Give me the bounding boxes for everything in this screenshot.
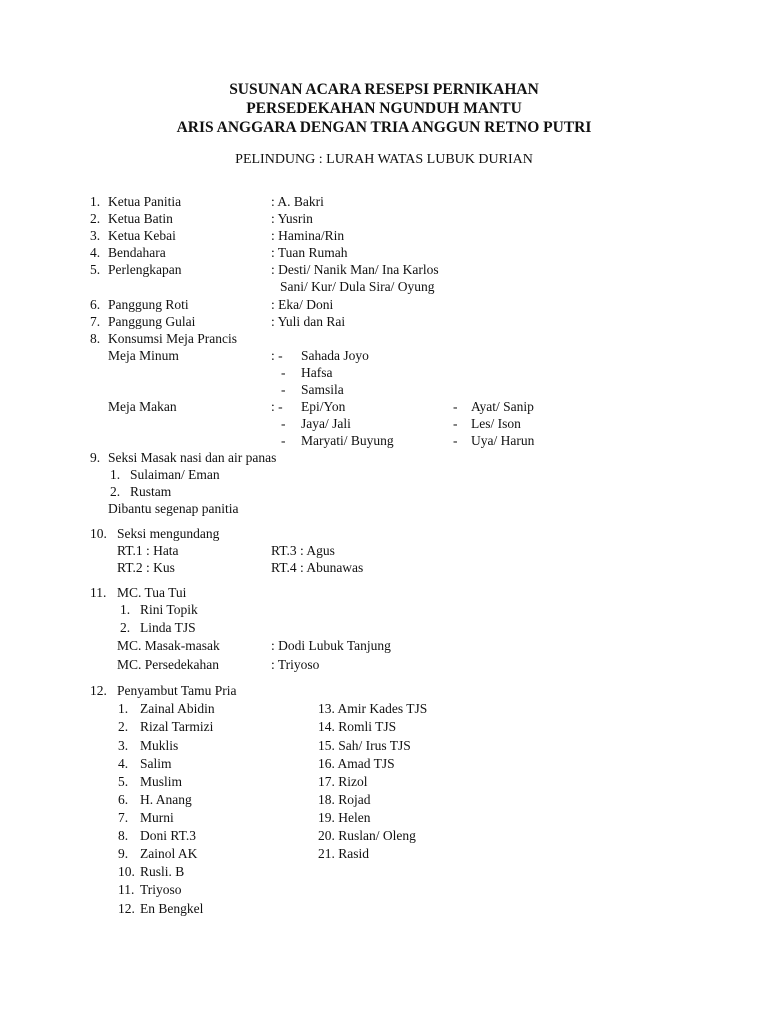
mc-masak-label: MC. Masak-masak	[117, 638, 220, 653]
list-name: Linda TJS	[140, 620, 196, 635]
rt-entry: RT.1 : Hata	[117, 543, 179, 558]
list-name: Zainol AK	[140, 846, 198, 861]
role-value: : A. Bakri	[271, 194, 324, 209]
list-name: Rustam	[130, 484, 172, 499]
role-num: 8.	[90, 331, 101, 346]
list-name: Salim	[140, 756, 172, 771]
list-item-right: 20. Ruslan/ Oleng	[318, 828, 416, 843]
section-label: Penyambut Tamu Pria	[117, 683, 237, 698]
role-label: Perlengkapan	[108, 262, 182, 277]
section-label: Seksi Masak nasi dan air panas	[108, 450, 277, 465]
list-num: 1.	[118, 701, 129, 716]
role-value: : Yuli dan Rai	[271, 314, 346, 329]
meja-minum-name: Samsila	[301, 382, 344, 397]
rt-entry: RT.2 : Kus	[117, 560, 175, 575]
list-name: Muklis	[140, 738, 179, 753]
dash: -	[453, 416, 458, 431]
meja-minum-colon: : -	[271, 348, 283, 363]
role-label: Bendahara	[108, 245, 166, 260]
role-value: : Desti/ Nanik Man/ Ina Karlos	[271, 262, 439, 277]
role-num: 7.	[90, 314, 101, 329]
meja-minum-name: Sahada Joyo	[301, 348, 369, 363]
list-num: 7.	[118, 810, 129, 825]
doc-title-line-2: PERSEDEKAHAN NGUNDUH MANTU	[246, 100, 522, 117]
list-name: Muslim	[140, 774, 183, 789]
doc-title-line-3: ARIS ANGGARA DENGAN TRIA ANGGUN RETNO PUTRI	[176, 119, 592, 136]
list-item-right: 13. Amir Kades TJS	[318, 701, 428, 716]
role-value: : Tuan Rumah	[271, 245, 348, 260]
list-name: En Bengkel	[140, 901, 204, 916]
role-num: 6.	[90, 297, 101, 312]
dash: -	[453, 399, 458, 414]
role-value: : Yusrin	[271, 211, 313, 226]
meja-makan-colon: : -	[271, 399, 283, 414]
list-num: 1.	[110, 467, 121, 482]
list-name: Rini Topik	[140, 602, 198, 617]
meja-makan-name: Jaya/ Jali	[301, 416, 351, 431]
list-num: 2.	[120, 620, 131, 635]
list-item-right: 18. Rojad	[318, 792, 371, 807]
list-num: 6.	[118, 792, 129, 807]
list-name: Sulaiman/ Eman	[130, 467, 220, 482]
list-name: Murni	[140, 810, 174, 825]
role-label: Panggung Gulai	[108, 314, 196, 329]
section-num: 11.	[90, 585, 107, 600]
list-name: Rusli. B	[140, 864, 185, 879]
dash: -	[281, 382, 286, 397]
rt-entry: RT.3 : Agus	[271, 543, 335, 558]
section-num: 9.	[90, 450, 101, 465]
meja-makan-name: Uya/ Harun	[471, 433, 535, 448]
section-label: MC. Tua Tui	[117, 585, 187, 600]
mc-masak-value: : Dodi Lubuk Tanjung	[271, 638, 391, 653]
list-num: 2.	[110, 484, 121, 499]
role-label: Ketua Panitia	[108, 194, 182, 209]
role-num: 4.	[90, 245, 101, 260]
list-num: 8.	[118, 828, 129, 843]
role-label: Konsumsi Meja Prancis	[108, 331, 237, 346]
list-num: 2.	[118, 719, 129, 734]
meja-minum-name: Hafsa	[301, 365, 333, 380]
role-label: Ketua Batin	[108, 211, 173, 226]
section-num: 12.	[90, 683, 107, 698]
list-num: 11.	[118, 882, 135, 897]
role-num: 2.	[90, 211, 101, 226]
list-num: 10.	[118, 864, 135, 879]
dash: -	[281, 365, 286, 380]
doc-title-line-1: SUSUNAN ACARA RESEPSI PERNIKAHAN	[229, 81, 539, 98]
role-num: 1.	[90, 194, 101, 209]
list-num: 4.	[118, 756, 129, 771]
role-label: Panggung Roti	[108, 297, 189, 312]
role-num: 3.	[90, 228, 101, 243]
dash: -	[453, 433, 458, 448]
meja-makan-label: Meja Makan	[108, 399, 177, 414]
list-item-right: 15. Sah/ Irus TJS	[318, 738, 411, 753]
mc-persedekahan-label: MC. Persedekahan	[117, 657, 219, 672]
list-item-right: 17. Rizol	[318, 774, 368, 789]
meja-makan-name: Maryati/ Buyung	[301, 433, 394, 448]
list-num: 12.	[118, 901, 135, 916]
list-item-right: 21. Rasid	[318, 846, 370, 861]
list-num: 9.	[118, 846, 129, 861]
role-value: : Hamina/Rin	[271, 228, 345, 243]
mc-persedekahan-value: : Triyoso	[271, 657, 320, 672]
list-item-right: 16. Amad TJS	[318, 756, 395, 771]
list-name: Zainal Abidin	[140, 701, 215, 716]
list-name: Doni RT.3	[140, 828, 196, 843]
list-name: H. Anang	[140, 792, 192, 807]
list-name: Rizal Tarmizi	[140, 719, 214, 734]
list-item-right: 19. Helen	[318, 810, 371, 825]
pelindung-line: PELINDUNG : LURAH WATAS LUBUK DURIAN	[235, 152, 533, 167]
list-name: Triyoso	[140, 882, 182, 897]
list-num: 3.	[118, 738, 129, 753]
section-num: 10.	[90, 526, 107, 541]
role-value: : Eka/ Doni	[271, 297, 334, 312]
meja-makan-name: Les/ Ison	[471, 416, 521, 431]
dash: -	[281, 433, 286, 448]
meja-makan-name: Epi/Yon	[301, 399, 346, 414]
meja-minum-label: Meja Minum	[108, 348, 179, 363]
meja-makan-name: Ayat/ Sanip	[471, 399, 534, 414]
role-label: Ketua Kebai	[108, 228, 176, 243]
dash: -	[281, 416, 286, 431]
list-item-right: 14. Romli TJS	[318, 719, 397, 734]
rt-entry: RT.4 : Abunawas	[271, 560, 364, 575]
list-num: 1.	[120, 602, 131, 617]
role-value-continued: Sani/ Kur/ Dula Sira/ Oyung	[280, 279, 435, 294]
list-num: 5.	[118, 774, 129, 789]
role-num: 5.	[90, 262, 101, 277]
section-label: Seksi mengundang	[117, 526, 220, 541]
masak-note: Dibantu segenap panitia	[108, 501, 239, 516]
